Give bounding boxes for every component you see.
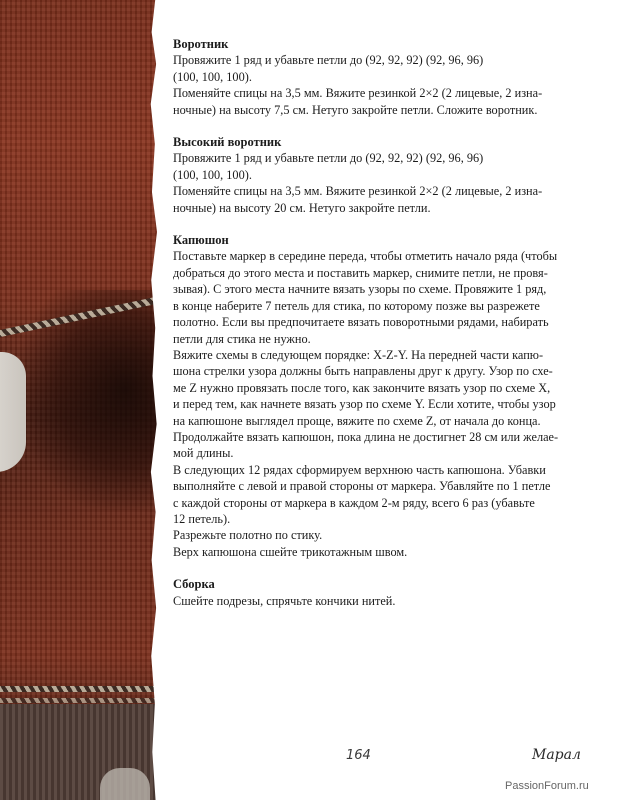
text-line: петли для стика не нужно. — [173, 331, 311, 346]
text-line: Верх капюшона сшейте трикотажным швом. — [173, 544, 408, 559]
section-assembly — [173, 576, 593, 609]
text-line: Сшейте подрезы, спрячьте кончики нитей. — [173, 593, 396, 608]
text-line: Продолжайте вязать капюшон, пока длина не достигнет 28 см или желае- — [173, 429, 559, 444]
section-title: Сборка — [173, 577, 215, 592]
hem-braid — [0, 686, 162, 692]
brand-signature: Марал — [532, 747, 581, 763]
text-line: Поставьте маркер в середине переда, чтобы отметить начало ряда (чтобы — [173, 249, 558, 264]
text-line: ме Z нужно провязать после того, как закончите вязать узор по схеме X, — [173, 380, 551, 395]
section-collar — [173, 36, 593, 118]
text-line: ночные) на высоту 20 см. Нетуго закройте петли. — [173, 200, 431, 215]
text-line: (100, 100, 100). — [173, 167, 252, 182]
pattern-instructions — [173, 36, 593, 625]
section-title: Капюшон — [173, 233, 229, 248]
page-number: 164 — [346, 748, 371, 763]
text-line: Поменяйте спицы на 3,5 мм. Вяжите резинкой 2×2 (2 лицевые, 2 изна- — [173, 184, 543, 199]
text-line: и перед тем, как начнете вязать узор по схеме Y. Если хотите, чтобы узор — [173, 397, 556, 412]
text-line: В следующих 12 рядах сформируем верхнюю часть капюшона. Убавки — [173, 462, 546, 477]
second-hand-image — [100, 768, 150, 800]
hand-image — [0, 352, 26, 472]
section-hood — [173, 232, 593, 560]
text-line: с каждой стороны от маркера в каждом 2-м ряду, всего 6 раз (убавьте — [173, 495, 535, 510]
text-line: мой длины. — [173, 446, 234, 461]
text-line: в конце наберите 7 петель для стика, по которому позже вы разрежете — [173, 298, 540, 313]
text-line: на капюшоне выглядел проще, вяжите по схеме Z, от начала до конца. — [173, 413, 541, 428]
text-line: выполняйте с левой и правой стороны от маркера. Убавляйте по 1 петле — [173, 479, 551, 494]
section-high-collar — [173, 134, 593, 216]
text-line: ночные) на высоту 7,5 см. Нетуго закройте петли. Сложите воротник. — [173, 102, 538, 117]
text-line: шона стрелки узора должны быть направлены друг к другу. Узор по схе- — [173, 364, 553, 379]
text-line: Вяжите схемы в следующем порядке: X-Z-Y. На передней части капю- — [173, 347, 544, 362]
site-watermark: PassionForum.ru — [505, 780, 589, 792]
text-line: 12 петель). — [173, 511, 231, 526]
text-line: Провяжите 1 ряд и убавьте петли до (92, 92, 92) (92, 96, 96) — [173, 151, 484, 166]
section-title: Воротник — [173, 37, 229, 51]
section-title: Высокий воротник — [173, 135, 282, 150]
text-line: Разрежьте полотно по стику. — [173, 528, 323, 543]
hem-braid-lower — [0, 698, 162, 703]
text-line: Поменяйте спицы на 3,5 мм. Вяжите резинкой 2×2 (2 лицевые, 2 изна- — [173, 86, 543, 101]
text-line: (100, 100, 100). — [173, 69, 252, 84]
knitted-garment-photo — [0, 0, 162, 800]
text-line: зывая). С этого места начните вязать узоры по схеме. Провяжите 1 ряд, — [173, 282, 547, 297]
text-line: добраться до этого места и поставить маркер, снимите петли, не провя- — [173, 265, 548, 280]
text-line: Провяжите 1 ряд и убавьте петли до (92, 92, 92) (92, 96, 96) — [173, 53, 484, 68]
text-line: полотно. Если вы предпочитаете вязать поворотными рядами, набирать — [173, 315, 549, 330]
